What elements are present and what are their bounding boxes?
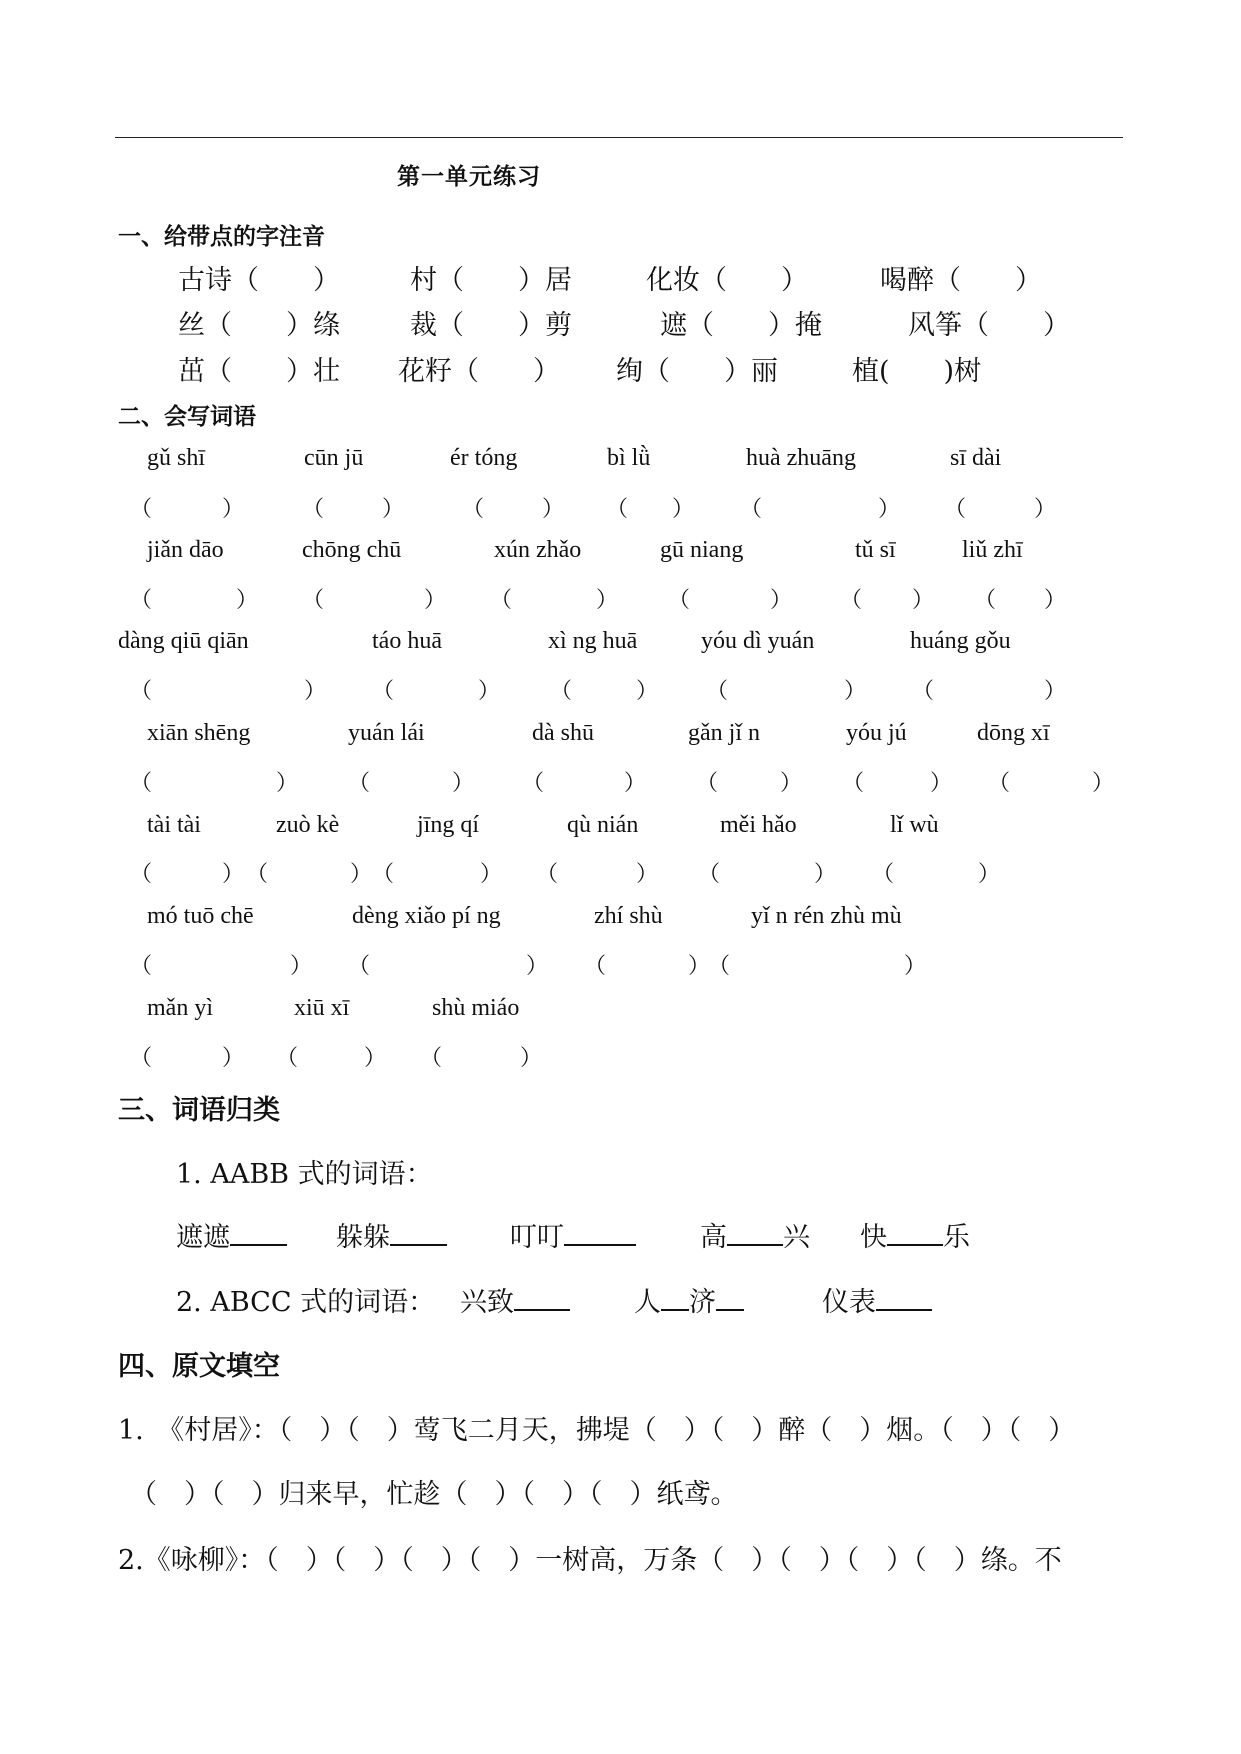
answer-bracket-open: （ — [348, 954, 371, 979]
abcc-word: 济 — [689, 1287, 716, 1318]
abcc-word: 仪表 — [822, 1287, 876, 1318]
aabb-row — [176, 1215, 287, 1254]
answer-bracket-open: （ — [130, 954, 153, 979]
s1-r1-item: 村（ ）居 — [410, 265, 572, 296]
aabb-word: 高 — [700, 1222, 727, 1253]
answer-bracket-close: ） — [304, 679, 327, 704]
header-rule — [115, 137, 1123, 138]
answer-bracket-close: ） — [222, 497, 245, 522]
answer-bracket-open: （ — [348, 771, 371, 796]
pinyin: yóu jú — [846, 720, 907, 746]
answer-bracket-open: （ — [988, 771, 1011, 796]
answer-bracket-open: （ — [584, 954, 607, 979]
answer-bracket-close: ） — [1092, 771, 1115, 796]
aabb-word: 兴 — [783, 1222, 810, 1253]
pinyin: liǔ zhī — [962, 537, 1023, 563]
pinyin: zuò kè — [276, 812, 340, 838]
answer-blank[interactable] — [887, 1220, 943, 1246]
answer-bracket-close: ） — [290, 954, 313, 979]
pinyin: mó tuō chē — [147, 903, 254, 929]
answer-bracket-close: ） — [814, 862, 837, 887]
answer-bracket-open: （ — [372, 679, 395, 704]
answer-bracket-close: ） — [1034, 497, 1057, 522]
answer-bracket-open: （ — [944, 497, 967, 522]
s1-r3-item: 茁（ ）壮 — [178, 356, 340, 387]
pinyin: táo huā — [372, 628, 442, 654]
pinyin: dèng xiǎo pí ng — [352, 903, 501, 929]
s1-r3-item: 绚（ ）丽 — [616, 356, 778, 387]
answer-bracket-close: ） — [222, 862, 245, 887]
answer-blank[interactable] — [390, 1220, 447, 1246]
answer-bracket-close: ） — [276, 771, 299, 796]
pinyin: xiān shēng — [147, 720, 251, 746]
abcc-word: 人 — [634, 1287, 661, 1318]
answer-bracket-close: ） — [780, 771, 803, 796]
answer-bracket-close: ） — [364, 1046, 387, 1071]
answer-bracket-close: ） — [1044, 679, 1067, 704]
answer-bracket-open: （ — [372, 862, 395, 887]
section-3-heading: 三、词语归类 — [118, 1095, 280, 1126]
answer-bracket-close: ） — [478, 679, 501, 704]
pinyin: qù nián — [567, 812, 639, 838]
aabb-word: 乐 — [943, 1222, 970, 1253]
aabb-row — [700, 1215, 810, 1254]
answer-bracket-close: ） — [978, 862, 1001, 887]
answer-bracket-open: （ — [840, 588, 863, 613]
pinyin: lǐ wù — [890, 812, 939, 838]
s1-r2-item: 遮（ ）掩 — [660, 310, 822, 341]
pinyin: bì lǜ — [607, 445, 651, 471]
answer-blank[interactable] — [716, 1285, 744, 1311]
answer-bracket-close: ） — [526, 954, 549, 979]
answer-blank[interactable] — [661, 1285, 689, 1311]
answer-bracket-open: （ — [842, 771, 865, 796]
answer-bracket-open: （ — [130, 497, 153, 522]
answer-bracket-open: （ — [668, 588, 691, 613]
pinyin: tài tài — [147, 812, 201, 838]
answer-bracket-open: （ — [302, 588, 325, 613]
pinyin: dàng qiū qiān — [118, 628, 249, 654]
aabb-word: 叮叮 — [510, 1222, 564, 1253]
answer-bracket-open: （ — [706, 679, 729, 704]
aabb-word: 躲躲 — [336, 1222, 390, 1253]
answer-bracket-open: （ — [550, 679, 573, 704]
pinyin: chōng chū — [302, 537, 402, 563]
answer-blank[interactable] — [514, 1285, 570, 1311]
answer-bracket-close: ） — [624, 771, 647, 796]
abcc-row — [634, 1280, 744, 1319]
aabb-row — [510, 1215, 636, 1254]
answer-bracket-close: ） — [452, 771, 475, 796]
answer-bracket-close: ） — [770, 588, 793, 613]
pinyin: gǔ shī — [147, 445, 206, 471]
s1-r1-item: 化妆（ ） — [646, 265, 808, 296]
s1-r1-item: 喝醉（ ） — [880, 265, 1042, 296]
pinyin: tǔ sī — [855, 537, 896, 563]
answer-bracket-close: ） — [382, 497, 405, 522]
answer-bracket-close: ） — [542, 497, 565, 522]
pinyin: dà shū — [532, 720, 594, 746]
answer-bracket-open: （ — [420, 1046, 443, 1071]
answer-bracket-close: ） — [636, 679, 659, 704]
answer-blank[interactable] — [876, 1285, 932, 1311]
abcc-row — [460, 1280, 570, 1319]
answer-bracket-open: （ — [276, 1046, 299, 1071]
page-title: 第一单元练习 — [397, 163, 541, 190]
abcc-label: 2. ABCC 式的词语： — [176, 1287, 436, 1318]
answer-bracket-open: （ — [130, 679, 153, 704]
answer-bracket-close: ） — [350, 862, 373, 887]
pinyin: dōng xī — [977, 720, 1050, 746]
answer-bracket-close: ） — [520, 1046, 543, 1071]
answer-bracket-open: （ — [490, 588, 513, 613]
answer-bracket-close: ） — [1044, 588, 1067, 613]
answer-bracket-close: ） — [672, 497, 695, 522]
s1-r3-item: 花籽（ ） — [398, 356, 560, 387]
answer-bracket-open: （ — [130, 1046, 153, 1071]
section-1-heading: 一、给带点的字注音 — [118, 223, 325, 250]
answer-bracket-open: （ — [974, 588, 997, 613]
poem-line: （ ）（ ）归来早，忙趁（ ）（ ）（ ）纸鸢。 — [130, 1479, 738, 1510]
answer-bracket-open: （ — [912, 679, 935, 704]
section-4-heading: 四、原文填空 — [118, 1351, 280, 1382]
answer-bracket-open: （ — [130, 771, 153, 796]
pinyin: huà zhuāng — [746, 445, 856, 471]
s1-r1-item: 古诗（ ） — [178, 265, 340, 296]
answer-bracket-close: ） — [636, 862, 659, 887]
answer-bracket-open: （ — [130, 588, 153, 613]
pinyin: huáng gǒu — [910, 628, 1011, 654]
answer-bracket-open: （ — [606, 497, 629, 522]
answer-blank[interactable] — [230, 1220, 287, 1246]
answer-bracket-close: ） — [904, 954, 927, 979]
abcc-row — [822, 1280, 932, 1319]
answer-bracket-close: ） — [424, 588, 447, 613]
pinyin: gǎn jǐ n — [688, 720, 760, 746]
answer-bracket-open: （ — [872, 862, 895, 887]
aabb-word: 遮遮 — [176, 1222, 230, 1253]
answer-bracket-close: ） — [878, 497, 901, 522]
pinyin: xiū xī — [294, 995, 350, 1021]
pinyin: měi hǎo — [720, 812, 797, 838]
pinyin: zhí shù — [594, 903, 663, 929]
answer-blank[interactable] — [564, 1220, 636, 1246]
pinyin: yóu dì yuán — [701, 628, 815, 654]
aabb-word: 快 — [860, 1222, 887, 1253]
s1-r3-item: 植( )树 — [852, 356, 982, 387]
answer-bracket-open: （ — [536, 862, 559, 887]
answer-bracket-close: ） — [844, 679, 867, 704]
abcc-word: 兴致 — [460, 1287, 514, 1318]
aabb-row — [860, 1215, 970, 1254]
s1-r2-item: 丝（ ）绦 — [178, 310, 340, 341]
answer-bracket-open: （ — [522, 771, 545, 796]
aabb-row — [336, 1215, 447, 1254]
pinyin: gū niang — [660, 537, 744, 563]
answer-bracket-open: （ — [462, 497, 485, 522]
answer-bracket-open: （ — [708, 954, 731, 979]
pinyin: yǐ n rén zhù mù — [751, 903, 902, 929]
answer-bracket-close: ） — [596, 588, 619, 613]
answer-bracket-open: （ — [740, 497, 763, 522]
answer-blank[interactable] — [727, 1220, 783, 1246]
answer-bracket-close: ） — [480, 862, 503, 887]
pinyin: cūn jū — [304, 445, 364, 471]
section-2-heading: 二、会写词语 — [118, 403, 256, 430]
answer-bracket-open: （ — [696, 771, 719, 796]
s1-r2-item: 风筝（ ） — [908, 310, 1070, 341]
answer-bracket-close: ） — [688, 954, 711, 979]
poem-line: 1. 《村居》：（ ）（ ）莺飞二月天，拂堤（ ）（ ）醉（ ）烟。（ ）（ ） — [118, 1415, 1076, 1446]
answer-bracket-open: （ — [698, 862, 721, 887]
pinyin: jīng qí — [417, 812, 480, 838]
pinyin: xún zhǎo — [494, 537, 582, 563]
poem-line: 2.《咏柳》：（ ）（ ）（ ）（ ）一树高，万条（ ）（ ）（ ）（ ）绦。不 — [118, 1545, 1062, 1576]
aabb-label: 1. AABB 式的词语： — [176, 1159, 433, 1190]
pinyin: mǎn yì — [147, 995, 213, 1021]
answer-bracket-close: ） — [930, 771, 953, 796]
answer-bracket-open: （ — [130, 862, 153, 887]
answer-bracket-close: ） — [236, 588, 259, 613]
pinyin: shù miáo — [432, 995, 520, 1021]
pinyin: sī dài — [950, 445, 1002, 471]
answer-bracket-open: （ — [246, 862, 269, 887]
pinyin: xì ng huā — [548, 628, 638, 654]
pinyin: jiǎn dāo — [147, 537, 224, 563]
answer-bracket-close: ） — [222, 1046, 245, 1071]
pinyin: ér tóng — [450, 445, 518, 471]
answer-bracket-open: （ — [302, 497, 325, 522]
s1-r2-item: 裁（ ）剪 — [410, 310, 572, 341]
pinyin: yuán lái — [348, 720, 425, 746]
answer-bracket-close: ） — [912, 588, 935, 613]
